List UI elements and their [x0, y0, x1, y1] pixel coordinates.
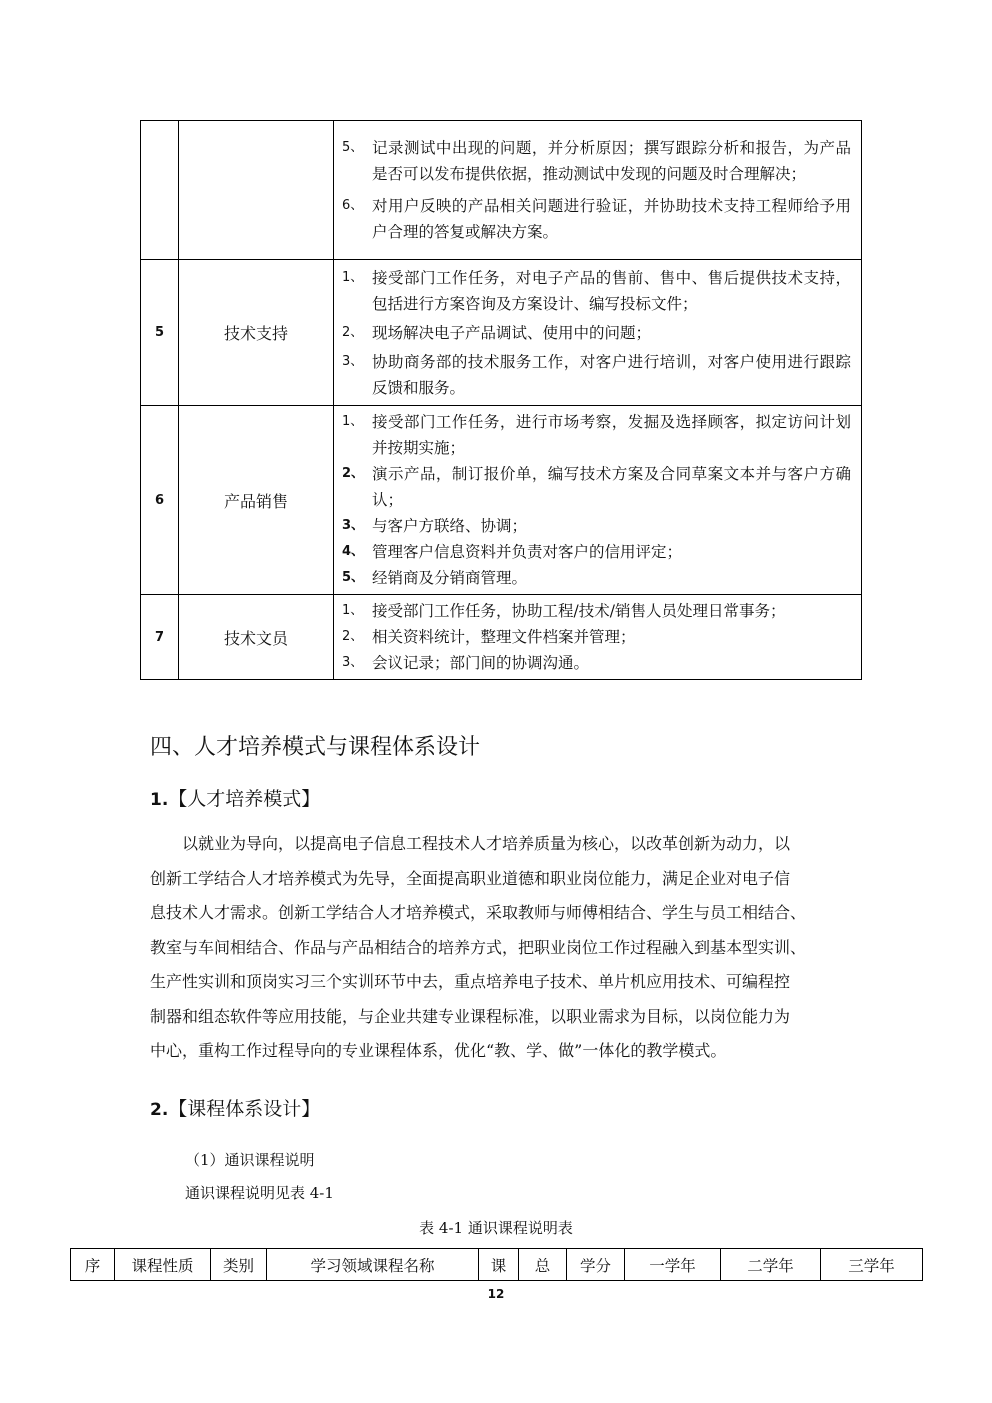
job-duties — [334, 121, 862, 260]
duty-number: 5、 — [342, 570, 365, 585]
course-header-cell: 学分 — [567, 1249, 625, 1281]
duty-item — [342, 539, 851, 565]
course-header-cell: 类别 — [211, 1249, 267, 1281]
duty-item — [342, 513, 851, 539]
duty-number: 5、 — [342, 140, 364, 155]
subsection-title: 【课程体系设计】 — [168, 1098, 321, 1120]
duty-item — [342, 320, 851, 346]
section-title: 四、人才培养模式与课程体系设计 — [150, 735, 481, 760]
job-duties — [334, 260, 862, 406]
job-role: 技术文员 — [179, 595, 334, 680]
paragraph-line: 中心，重构工作过程导向的专业课程体系，优化“教、学、做”一体化的教学模式。 — [150, 1041, 727, 1060]
duty-number: 3、 — [342, 655, 364, 670]
job-number — [141, 121, 179, 260]
duty-text: 记录测试中出现的问题，并分析原因；撰写跟踪分析和报告，为产品是否可以发布提供依据，推动测试中发现的问题及时合理解决； — [372, 139, 851, 183]
duty-item — [342, 461, 851, 513]
job-row — [141, 406, 862, 595]
duty-text: 对用户反映的产品相关问题进行验证，并协助技术支持工程师给予用户合理的答复或解决方案。 — [372, 197, 851, 241]
duty-number: 3、 — [342, 353, 364, 369]
duty-text: 协助商务部的技术服务工作，对客户进行培训，对客户使用进行跟踪反馈和服务。 — [372, 352, 851, 397]
course-header-cell: 三学年 — [821, 1249, 923, 1281]
job-duty-table — [140, 120, 862, 680]
duty-number: 4、 — [342, 544, 365, 559]
job-role — [179, 121, 334, 260]
duty-text: 管理客户信息资料并负责对客户的信用评定； — [372, 543, 683, 561]
paragraph-line: 以就业为导向，以提高电子信息工程技术人才培养质量为核心，以改革创新为动力，以 — [182, 834, 791, 853]
job-role: 产品销售 — [179, 406, 334, 595]
paragraph-line: 创新工学结合人才培养模式为先导，全面提高职业道德和职业岗位能力，满足企业对电子信 — [150, 868, 791, 888]
course-header-cell: 课 — [479, 1249, 519, 1281]
job-row — [141, 121, 862, 260]
subsection-number: 1. — [150, 790, 169, 810]
course-header-cell: 总 — [519, 1249, 567, 1281]
duty-text: 与客户方联络、协调； — [372, 517, 528, 535]
duty-item — [342, 135, 851, 187]
course-header-cell: 序 — [71, 1249, 115, 1281]
job-number: 7 — [141, 595, 179, 680]
item-heading: （1）通识课程说明 — [185, 1151, 315, 1169]
table-caption: 表 4-1 通识课程说明表 — [419, 1219, 573, 1237]
duty-item — [342, 349, 851, 401]
duty-number: 1、 — [342, 603, 364, 618]
duty-text: 演示产品，制订报价单，编写技术方案及合同草案文本并与客户方确认； — [372, 465, 851, 509]
duty-text: 接受部门工作任务，对电子产品的售前、售中、售后提供技术支持，包括进行方案咨询及方案设计、编写投标文件； — [372, 268, 851, 313]
job-number: 5 — [141, 260, 179, 406]
job-row — [141, 595, 862, 680]
duty-item — [342, 650, 851, 676]
course-header-cell: 一学年 — [625, 1249, 721, 1281]
duty-item — [342, 598, 851, 624]
page-number: 12 — [487, 1287, 505, 1301]
paragraph-line: 息技术人才需求。创新工学结合人才培养模式，采取教师与师傅相结合、学生与员工相结合、 — [150, 903, 807, 922]
subsection-heading-1 — [150, 784, 320, 811]
duty-item — [342, 624, 851, 650]
paragraph-line: 生产性实训和顶岗实习三个实训环节中去，重点培养电子技术、单片机应用技术、可编程控 — [150, 972, 791, 991]
duty-item — [342, 565, 851, 591]
duty-number: 2、 — [342, 324, 364, 340]
course-header-cell: 课程性质 — [115, 1249, 211, 1281]
duty-item — [342, 409, 851, 461]
job-role: 技术支持 — [179, 260, 334, 406]
job-duties — [334, 595, 862, 680]
paragraph-line: 制器和组态软件等应用技能，与企业共建专业课程标准，以职业需求为目标，以岗位能力为 — [150, 1006, 791, 1026]
duty-text: 会议记录；部门间的协调沟通。 — [372, 654, 590, 672]
course-header-cell: 二学年 — [721, 1249, 821, 1281]
duty-text: 现场解决电子产品调试、使用中的问题； — [372, 323, 652, 342]
job-number: 6 — [141, 406, 179, 595]
course-header-cell: 学习领域课程名称 — [267, 1249, 479, 1281]
job-duties — [334, 406, 862, 595]
duty-number: 1、 — [342, 269, 364, 285]
duty-number: 2、 — [342, 629, 364, 644]
duty-number: 3、 — [342, 518, 365, 533]
paragraph-line: 教室与车间相结合、作品与产品相结合的培养方式，把职业岗位工作过程融入到基本型实训、 — [150, 937, 807, 957]
duty-text: 经销商及分销商管理。 — [372, 569, 528, 587]
subsection-heading-2 — [150, 1094, 320, 1121]
subsection-number: 2. — [150, 1100, 169, 1120]
duty-item — [342, 193, 851, 245]
course-table — [70, 1248, 923, 1281]
duty-number: 1、 — [342, 414, 364, 429]
duty-text: 相关资料统计，整理文件档案并管理； — [372, 628, 636, 646]
training-mode-paragraph — [150, 827, 840, 1069]
duty-item — [342, 265, 851, 317]
duty-number: 6、 — [342, 198, 364, 213]
duty-text: 接受部门工作任务，协助工程/技术/销售人员处理日常事务； — [372, 602, 786, 620]
duty-text: 接受部门工作任务，进行市场考察，发掘及选择顾客，拟定访问计划并按期实施； — [372, 413, 851, 457]
duty-number: 2、 — [342, 466, 365, 481]
table-reference-note: 通识课程说明见表 4-1 — [185, 1184, 334, 1202]
subsection-title: 【人才培养模式】 — [168, 788, 321, 810]
job-row — [141, 260, 862, 406]
